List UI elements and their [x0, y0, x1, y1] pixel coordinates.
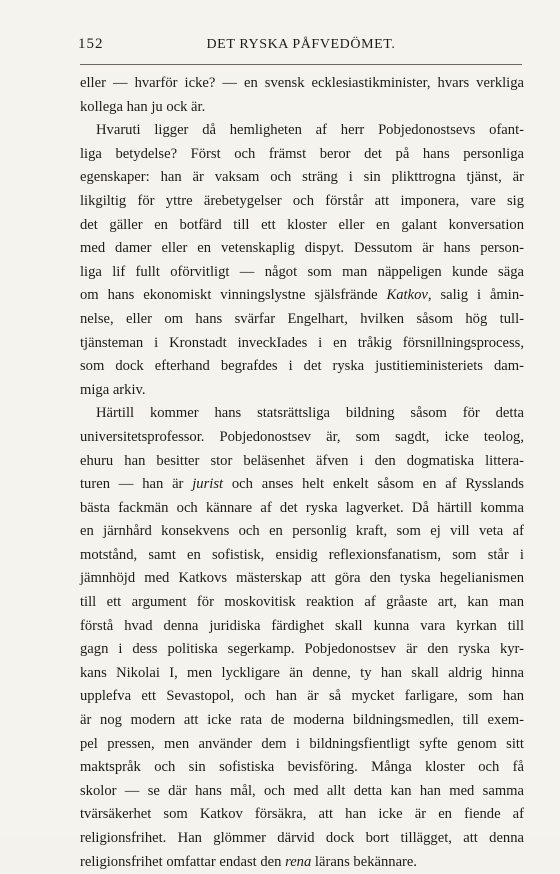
text-line: [80, 733, 524, 757]
text-line: [80, 143, 524, 167]
text-segment: är nog modern att icke rata de moderna bildningsmedlen, till exem-: [80, 712, 524, 729]
text-line: [80, 214, 524, 238]
italic-text: rena: [285, 853, 312, 870]
text-segment: Hvaruti ligger då hemligheten af herr Pobjedonostsevs ofant-: [96, 122, 524, 139]
text-segment: tvärsäkerhet som Katkov försäkra, att han icke är en fiende af: [80, 806, 524, 823]
text-line: [80, 756, 524, 780]
text-line: [80, 332, 524, 356]
text-line: [80, 497, 524, 521]
running-title: DET RYSKA PÅFVEDÖMET.: [206, 37, 396, 52]
page-number: 152: [78, 36, 104, 52]
text-segment: med damer eller en vetenskaplig dispyt. Dessutom är hans person-: [80, 240, 524, 257]
text-segment: förstå hvad denna juridiska färdighet skall kunna vara kyrkan till: [80, 617, 524, 634]
text-line: [80, 591, 524, 615]
text-line: [80, 379, 524, 403]
page-header: [78, 36, 524, 56]
text-line: [80, 119, 524, 143]
text-segment: maktspråk och sin sofistiska bevisföring. Många kloster och få: [80, 759, 524, 776]
body-text: [80, 72, 524, 874]
text-segment: det gäller en botfärd till ett kloster eller en galant konversation: [80, 216, 524, 233]
text-line: [80, 567, 524, 591]
text-segment: Härtill kommer hans statsrättsliga bildning såsom för detta: [96, 405, 524, 422]
text-line: [80, 261, 524, 285]
text-segment: tjänsteman i Kronstadt inveckIades i en tråkig försnillningsprocess,: [80, 334, 524, 351]
header-rule: [80, 64, 522, 65]
text-segment: gagn i dess politiska segerkamp. Pobjedonostsev är den ryska kyr-: [80, 641, 524, 658]
text-line: [80, 544, 524, 568]
text-segment: ehuru han besitter stor beläsenhet äfven i den dogmatiska littera-: [80, 452, 524, 469]
text-segment: eller — hvarför icke? — en svensk ecklesiastikminister, hvars verkliga: [80, 75, 524, 91]
text-line: [80, 685, 524, 709]
text-segment: skolor — se där hans mål, och med allt detta kan han med samma: [80, 782, 524, 799]
text-line: [80, 851, 524, 874]
text-line: [80, 190, 524, 214]
text-line: [80, 72, 524, 96]
text-line: [80, 237, 524, 261]
text-segment: , salig i åmin-: [427, 287, 524, 304]
text-segment: som dock efterhand begrafdes i det ryska justitieministeriets dam-: [80, 358, 524, 375]
text-line: [80, 780, 524, 804]
text-segment: lärans bekännare.: [311, 853, 418, 870]
text-line: [80, 803, 524, 827]
text-line: [80, 638, 524, 662]
text-line: [80, 827, 524, 851]
text-segment: pel pressen, men använder dem i bildningsfientligt syfte genom sitt: [80, 735, 524, 752]
text-segment: religionsfrihet. Han glömmer därvid dock bort tillägget, att denna: [80, 830, 524, 846]
text-segment: till ett argument för moskovitisk reaktion af gråaste art, kan man: [80, 594, 524, 611]
italic-text: Katkov: [386, 287, 428, 304]
text-segment: egenskaper: han är vaksam och sträng i sin plikttrogna tjänst, är: [80, 169, 524, 186]
text-segment: upplefva ett Sevastopol, och han är så mycket farligare, som han: [80, 688, 524, 705]
text-line: [80, 166, 524, 190]
text-line: [80, 355, 524, 379]
text-segment: bästa fackmän och kännare af det ryska lagverket. Då härtill komma: [80, 499, 524, 516]
text-segment: jämnhöjd med Katkovs mästerskap att göra den tyska hegelianismen: [80, 570, 524, 587]
italic-text: jurist: [192, 476, 224, 493]
text-segment: nelse, eller om hans svärfar Engelhart, hvilken såsom hög tull-: [80, 310, 524, 327]
text-line: [80, 450, 524, 474]
text-segment: liga betydelse? Först och främst beror det på hans personliga: [80, 145, 524, 162]
text-line: [80, 615, 524, 639]
text-line: [80, 426, 524, 450]
text-segment: och anses helt enkelt såsom en af Rysslands: [223, 476, 524, 493]
text-line: [80, 662, 524, 686]
text-line: [80, 402, 524, 426]
text-line: [80, 284, 524, 308]
text-segment: turen — han är: [80, 476, 193, 493]
text-segment: miga arkiv.: [80, 381, 146, 398]
text-line: [80, 709, 524, 733]
text-segment: en järnhård konsekvens och en personlig kraft, som ej vill veta af: [80, 523, 524, 540]
text-segment: liga lif fullt oförvitligt — något som man näppeligen kunde säga: [80, 263, 524, 280]
text-segment: motstånd, samt en sofistisk, ensidig reflexionsfanatism, som står i: [80, 546, 524, 563]
text-segment: religionsfrihet omfattar endast den: [80, 853, 286, 870]
text-line: [80, 308, 524, 332]
text-segment: om hans ekonomiskt vinningslystne själsfrände: [80, 287, 387, 304]
text-segment: kans Nikolai I, men lyckligare än denne, ty han skall aldrig hinna: [80, 664, 524, 681]
text-segment: likgiltig för yttre ärebetygelser och förstår att imponera, vare sig: [80, 192, 524, 209]
text-line: [80, 96, 524, 120]
text-segment: kollega han ju ock är.: [80, 98, 206, 115]
text-line: [80, 473, 524, 497]
text-line: [80, 520, 524, 544]
text-segment: universitetsprofessor. Pobjedonostsev är, som sagdt, icke teolog,: [80, 428, 524, 445]
